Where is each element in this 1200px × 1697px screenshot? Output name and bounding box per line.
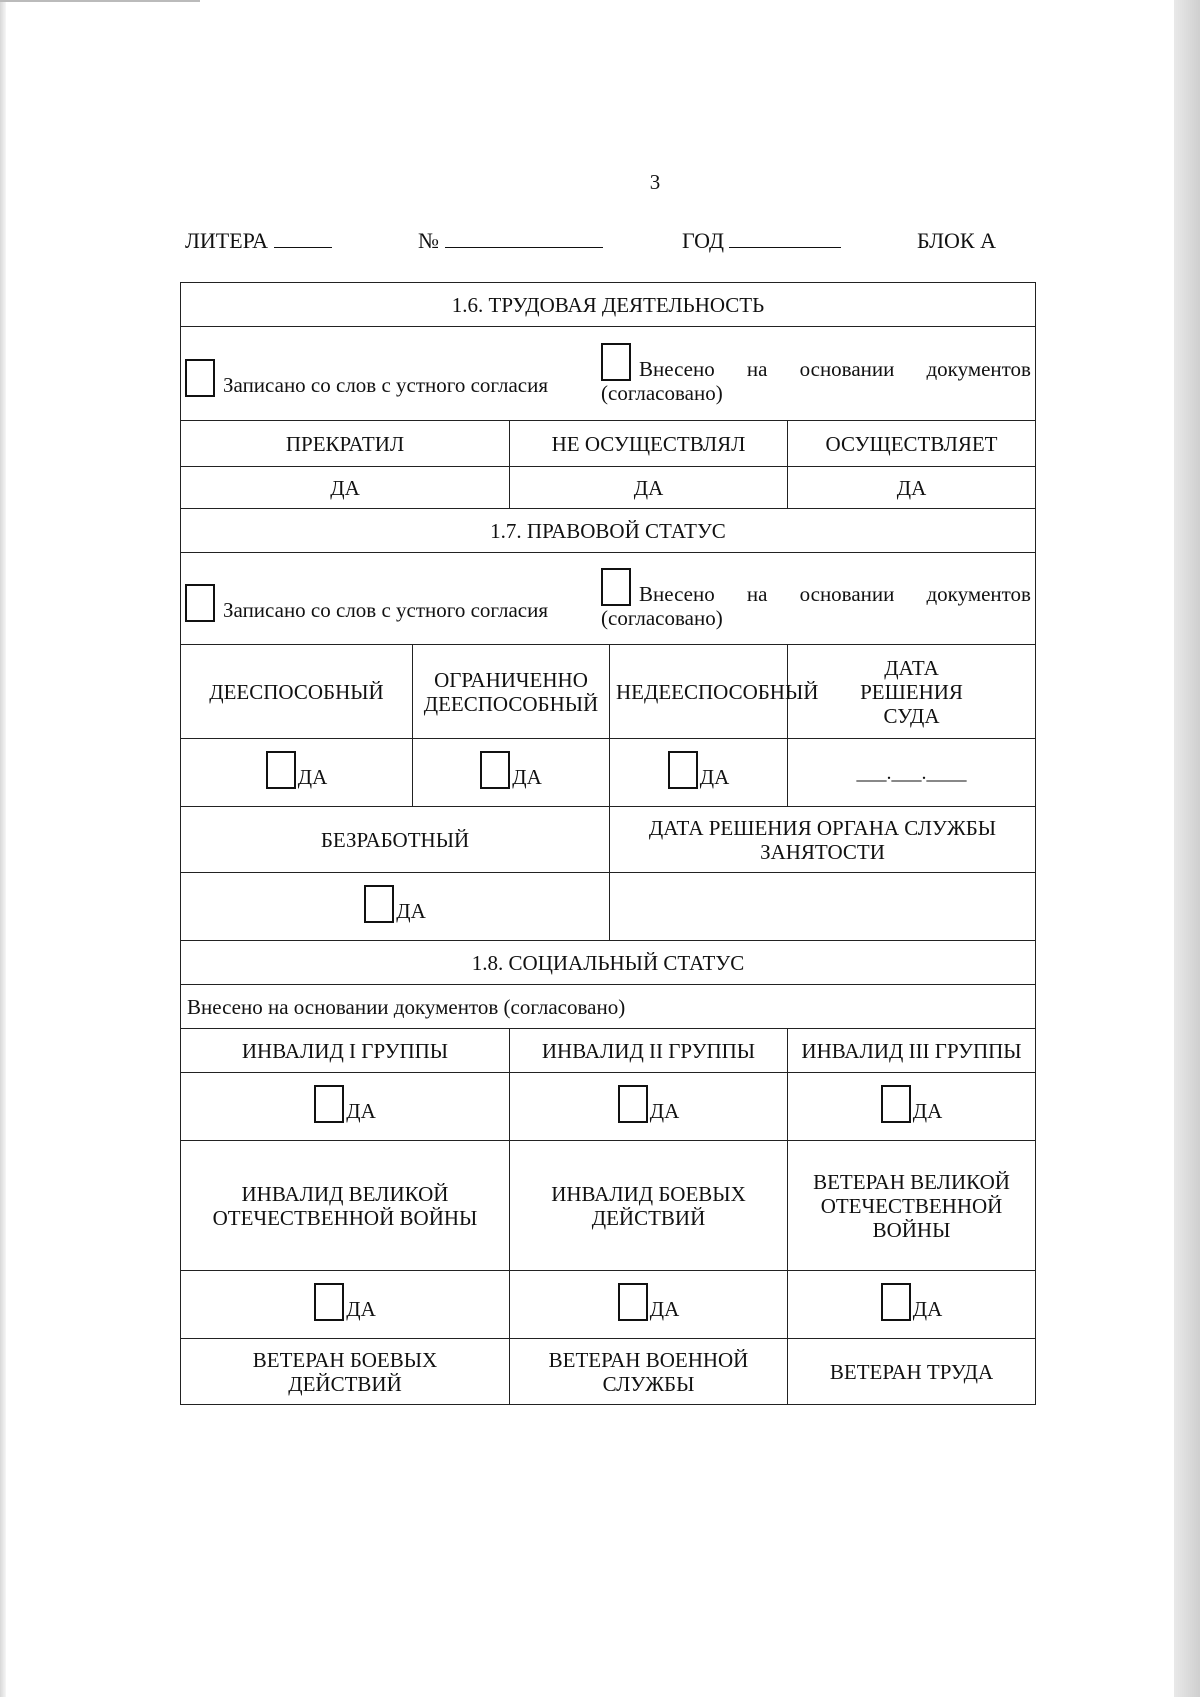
s18-military-veteran-line1: ВЕТЕРАН ВОЕННОЙ xyxy=(548,1347,749,1372)
s18-military-veteran-line2: СЛУЖБЫ xyxy=(602,1371,695,1396)
s18-wwii-veteran-yes: ДА xyxy=(912,1297,943,1321)
s18-col-wwii-disabled xyxy=(181,1141,510,1271)
s18-combat-disabled-yes: ДА xyxy=(649,1297,680,1321)
s16-oral-label: Записано со слов с устного согласия xyxy=(223,372,548,397)
s17-col-incapable: НЕДЕЕСПОСОБНЫЙ xyxy=(610,645,788,739)
s18-dis2-option[interactable] xyxy=(618,1085,680,1123)
scan-edge-top xyxy=(0,0,200,2)
s18-col-combat-disabled xyxy=(510,1141,788,1271)
s17-col-court-date-line2: РЕШЕНИЯ xyxy=(860,679,963,704)
s17-limited-checkbox[interactable] xyxy=(480,751,510,789)
s17-oral-label: Записано со слов с устного согласия xyxy=(223,597,548,622)
year-blank[interactable] xyxy=(729,231,841,248)
scan-edge-right xyxy=(1174,0,1200,1697)
s17-col-limited-line1: ОГРАНИЧЕННО xyxy=(434,667,588,692)
s17-unemployed-option[interactable] xyxy=(364,885,426,923)
s17-docs-word: документов xyxy=(926,581,1031,606)
s17-oral-option[interactable] xyxy=(185,568,548,622)
block-label: БЛОК А xyxy=(917,228,996,253)
s18-war-value-row xyxy=(181,1271,1036,1339)
s18-veteran-header-row xyxy=(181,1339,1036,1405)
s17-col-limited xyxy=(413,645,610,739)
s18-title: 1.8. СОЦИАЛЬНЫЙ СТАТУС xyxy=(181,941,1036,985)
s18-docs-note: Внесено на основании документов (согласовано) xyxy=(181,985,1036,1029)
s18-disability-value-row xyxy=(181,1073,1036,1141)
s16-consent-row xyxy=(181,327,1036,421)
scan-edge-left xyxy=(0,0,6,1697)
s17-docs-word: основании xyxy=(799,581,895,606)
s17-employment-date-field[interactable] xyxy=(610,873,1036,941)
s18-col-dis3: ИНВАЛИД III ГРУППЫ xyxy=(788,1029,1036,1073)
s18-dis1-checkbox[interactable] xyxy=(314,1085,344,1123)
s17-docs-word: Внесено xyxy=(639,581,715,606)
s18-dis2-checkbox[interactable] xyxy=(618,1085,648,1123)
s18-col-wwii-veteran xyxy=(788,1141,1036,1271)
number-blank[interactable] xyxy=(445,231,603,248)
year-field[interactable] xyxy=(682,228,841,254)
page-number: 3 xyxy=(649,170,661,194)
s17-value-row xyxy=(181,739,1036,807)
s17-docs-label-line2: (согласовано) xyxy=(601,605,723,630)
s16-col-not-done: НЕ ОСУЩЕСТВЛЯЛ xyxy=(510,421,788,467)
s18-wwii-veteran-line3: ВОЙНЫ xyxy=(872,1217,951,1242)
s16-oral-option[interactable] xyxy=(185,343,548,397)
s17-capable-option[interactable] xyxy=(266,751,328,789)
s18-col-dis2: ИНВАЛИД II ГРУППЫ xyxy=(510,1029,788,1073)
s17-limited-option[interactable] xyxy=(480,751,542,789)
litera-label: ЛИТЕРА xyxy=(185,228,268,253)
s16-title: 1.6. ТРУДОВАЯ ДЕЯТЕЛЬНОСТЬ xyxy=(181,283,1036,327)
s17-capable-checkbox[interactable] xyxy=(266,751,296,789)
s17-court-date-field[interactable]: ___.___.____ xyxy=(788,739,1036,807)
number-field[interactable] xyxy=(418,228,603,254)
s17-header-row xyxy=(181,645,1036,739)
s16-docs-word: документов xyxy=(926,356,1031,381)
s17-consent-row xyxy=(181,553,1036,645)
s18-dis3-checkbox[interactable] xyxy=(881,1085,911,1123)
s17-unemployed-header-row xyxy=(181,807,1036,873)
s18-title-row xyxy=(181,941,1036,985)
s16-value-row xyxy=(181,467,1036,509)
s18-disability-header-row xyxy=(181,1029,1036,1073)
s17-title-row xyxy=(181,509,1036,553)
s17-limited-yes: ДА xyxy=(512,765,542,789)
s17-col-capable: ДЕЕСПОСОБНЫЙ xyxy=(181,645,413,739)
s17-docs-checkbox[interactable] xyxy=(601,568,631,606)
s18-wwii-veteran-option[interactable] xyxy=(881,1283,943,1321)
s18-combat-disabled-line2: ДЕЙСТВИЙ xyxy=(591,1205,706,1230)
s17-incapable-option[interactable] xyxy=(668,751,730,789)
s17-title: 1.7. ПРАВОВОЙ СТАТУС xyxy=(181,509,1036,553)
s18-wwii-veteran-line2: ОТЕЧЕСТВЕННОЙ xyxy=(820,1193,1003,1218)
number-label: № xyxy=(418,228,439,253)
s16-value-stopped[interactable]: ДА xyxy=(181,467,510,509)
s16-docs-checkbox[interactable] xyxy=(601,343,631,381)
s18-wwii-disabled-yes: ДА xyxy=(346,1297,376,1321)
s18-dis1-yes: ДА xyxy=(346,1099,376,1123)
s17-col-court-date-line3: СУДА xyxy=(883,703,940,728)
s17-col-court-date xyxy=(788,645,1036,739)
s17-docs-word: на xyxy=(746,581,768,606)
s17-col-limited-line2: ДЕЕСПОСОБНЫЙ xyxy=(423,691,599,716)
s16-docs-word: основании xyxy=(799,356,895,381)
s18-wwii-veteran-checkbox[interactable] xyxy=(881,1283,911,1321)
s17-employment-date-line1: ДАТА РЕШЕНИЯ ОРГАНА СЛУЖБЫ xyxy=(648,815,997,840)
s17-col-unemployed: БЕЗРАБОТНЫЙ xyxy=(181,807,610,873)
s16-docs-option[interactable] xyxy=(601,343,1031,405)
s17-unemployed-checkbox[interactable] xyxy=(364,885,394,923)
s18-dis3-option[interactable] xyxy=(881,1085,943,1123)
s17-unemployed-value-row xyxy=(181,873,1036,941)
s17-col-employment-date xyxy=(610,807,1036,873)
s18-dis2-yes: ДА xyxy=(649,1099,680,1123)
s16-header-row xyxy=(181,421,1036,467)
s18-combat-disabled-checkbox[interactable] xyxy=(618,1283,648,1321)
form-table xyxy=(180,282,1036,1405)
s18-dis3-yes: ДА xyxy=(912,1099,943,1123)
s18-combat-veteran-line2: ДЕЙСТВИЙ xyxy=(288,1371,402,1396)
s18-wwii-disabled-checkbox[interactable] xyxy=(314,1283,344,1321)
s17-incapable-yes: ДА xyxy=(699,765,730,789)
s18-col-combat-veteran xyxy=(181,1339,510,1405)
s16-value-working[interactable]: ДА xyxy=(788,467,1036,509)
s16-docs-word: на xyxy=(746,356,768,381)
s18-wwii-disabled-option[interactable] xyxy=(314,1283,376,1321)
s17-capable-yes: ДА xyxy=(297,765,328,789)
s18-combat-veteran-line1: ВЕТЕРАН БОЕВЫХ xyxy=(252,1347,438,1372)
litera-blank[interactable] xyxy=(274,231,332,248)
s18-docs-row xyxy=(181,985,1036,1029)
s16-oral-checkbox[interactable] xyxy=(185,359,215,397)
s16-col-stopped: ПРЕКРАТИЛ xyxy=(181,421,510,467)
s17-incapable-checkbox[interactable] xyxy=(668,751,698,789)
s18-dis1-option[interactable] xyxy=(314,1085,376,1123)
s18-war-header-row xyxy=(181,1141,1036,1271)
s16-title-row xyxy=(181,283,1036,327)
s18-col-labor-veteran: ВЕТЕРАН ТРУДА xyxy=(788,1339,1036,1405)
year-label: ГОД xyxy=(682,228,724,253)
s18-wwii-veteran-line1: ВЕТЕРАН ВЕЛИКОЙ xyxy=(813,1169,1010,1194)
s16-docs-label-line2: (согласовано) xyxy=(601,380,723,405)
s17-unemployed-yes: ДА xyxy=(396,899,426,923)
s18-combat-disabled-line1: ИНВАЛИД БОЕВЫХ xyxy=(551,1181,746,1206)
litera-field[interactable] xyxy=(185,228,332,254)
s18-col-dis1: ИНВАЛИД I ГРУППЫ xyxy=(181,1029,510,1073)
s16-docs-word: Внесено xyxy=(639,356,715,381)
s16-value-not-done[interactable]: ДА xyxy=(510,467,788,509)
s17-docs-option[interactable] xyxy=(601,568,1031,630)
s18-wwii-disabled-line1: ИНВАЛИД ВЕЛИКОЙ xyxy=(241,1181,449,1206)
s17-oral-checkbox[interactable] xyxy=(185,584,215,622)
s18-combat-disabled-option[interactable] xyxy=(618,1283,680,1321)
s18-wwii-disabled-line2: ОТЕЧЕСТВЕННОЙ ВОЙНЫ xyxy=(212,1205,478,1230)
s17-col-court-date-line1: ДАТА xyxy=(884,655,939,680)
s17-employment-date-line2: ЗАНЯТОСТИ xyxy=(760,839,885,864)
s18-col-military-veteran xyxy=(510,1339,788,1405)
s16-col-working: ОСУЩЕСТВЛЯЕТ xyxy=(788,421,1036,467)
